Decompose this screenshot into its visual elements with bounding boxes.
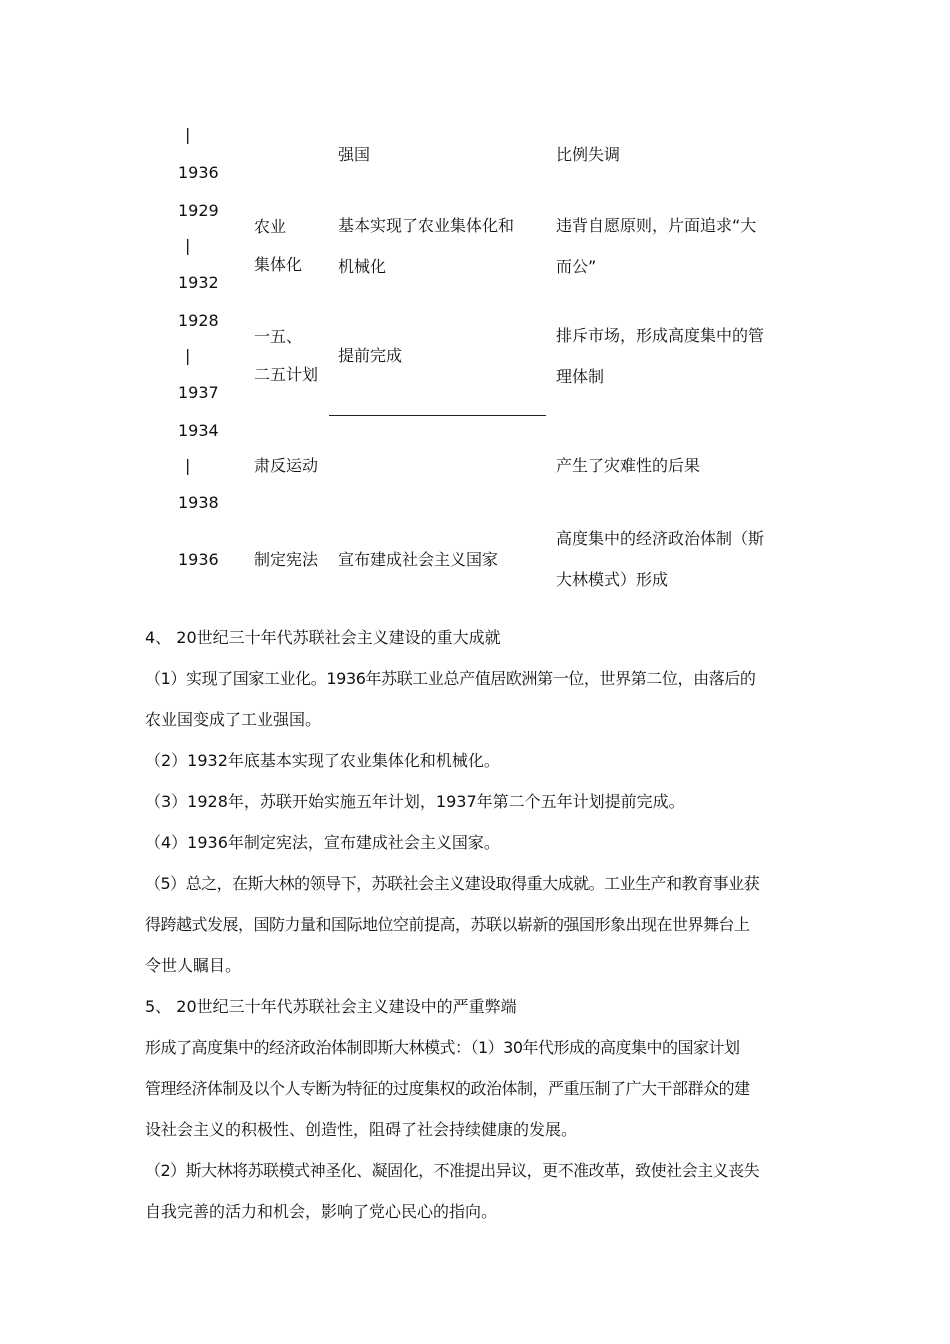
table-cell-year: 1936 <box>178 550 219 569</box>
table-cell-year: 1929 <box>178 201 219 220</box>
paragraph-line: 设社会主义的积极性、创造性，阻碍了社会持续健康的发展。 <box>145 1120 578 1139</box>
table-cell-event: 农业 <box>254 217 287 236</box>
section-heading: 5、 20世纪三十年代苏联社会主义建设中的严重弊端 <box>145 997 517 1016</box>
paragraph-line: （2）1932年底基本实现了农业集体化和机械化。 <box>145 751 500 770</box>
section-5 <box>145 986 815 1232</box>
paragraph-line: （2）斯大林将苏联模式神圣化、凝固化，不准提出异议，更不准改革，致使社会主义丧失 <box>145 1161 760 1180</box>
table-cell-achievement: 机械化 <box>338 257 387 276</box>
table-cell-problem: 理体制 <box>556 367 605 386</box>
table-cell-problem: 违背自愿原则，片面追求“大 <box>556 216 757 235</box>
paragraph-line: （5）总之，在斯大林的领导下，苏联社会主义建设取得重大成就。工业生产和教育事业获 <box>145 874 760 893</box>
table-cell-event: 肃反运动 <box>254 456 319 475</box>
paragraph-line: 管理经济体制及以个人专断为特征的过度集权的政治体制，严重压制了广大干部群众的建 <box>145 1079 750 1098</box>
paragraph-line: 自我完善的活力和机会，影响了党心民心的指向。 <box>145 1202 498 1221</box>
table-rule <box>329 415 546 416</box>
table-cell-problem: 高度集中的经济政治体制（斯 <box>556 529 765 548</box>
paragraph-line: 令世人瞩目。 <box>145 956 242 975</box>
table-cell-event: 制定宪法 <box>254 550 319 569</box>
table-cell-problem: 产生了灾难性的后果 <box>556 456 701 475</box>
table-cell-year: | <box>185 456 191 475</box>
paragraph-line: 农业国变成了工业强国。 <box>145 710 322 729</box>
table-cell-problem: 排斥市场，形成高度集中的管 <box>556 326 765 345</box>
table-cell-achievement: 宣布建成社会主义国家 <box>338 550 499 569</box>
section-4 <box>145 617 815 986</box>
section-heading: 4、 20世纪三十年代苏联社会主义建设的重大成就 <box>145 628 501 647</box>
table-cell-problem: 大林模式）形成 <box>556 570 669 589</box>
paragraph-line: 得跨越式发展，国防力量和国际地位空前提高，苏联以崭新的强国形象出现在世界舞台上 <box>145 915 750 934</box>
paragraph-line: 形成了高度集中的经济政治体制即斯大林模式：（1）30年代形成的高度集中的国家计划 <box>145 1038 740 1057</box>
table-cell-achievement: 基本实现了农业集体化和 <box>338 216 515 235</box>
table-cell-year: 1934 <box>178 421 219 440</box>
paragraph-line: （4）1936年制定宪法，宣布建成社会主义国家。 <box>145 833 500 852</box>
table-cell-achievement: 强国 <box>338 145 371 164</box>
table-cell-problem: 而公” <box>556 257 597 276</box>
table-cell-year: 1936 <box>178 163 219 182</box>
table-cell-event: 二五计划 <box>254 365 319 384</box>
table-cell-year: 1932 <box>178 273 219 292</box>
paragraph-line: （3）1928年，苏联开始实施五年计划，1937年第二个五年计划提前完成。 <box>145 792 685 811</box>
table-cell-year: | <box>185 236 191 255</box>
table-cell-year: | <box>185 125 191 144</box>
table-cell-year: 1937 <box>178 383 219 402</box>
table-cell-event: 集体化 <box>254 255 303 274</box>
table-cell-year: 1928 <box>178 311 219 330</box>
paragraph-line: （1）实现了国家工业化。1936年苏联工业总产值居欧洲第一位，世界第二位，由落后的 <box>145 669 756 688</box>
table-cell-event: 一五、 <box>254 327 303 346</box>
table-cell-year: 1938 <box>178 493 219 512</box>
table-cell-year: | <box>185 346 191 365</box>
table-cell-problem: 比例失调 <box>556 145 621 164</box>
table-cell-achievement: 提前完成 <box>338 346 403 365</box>
